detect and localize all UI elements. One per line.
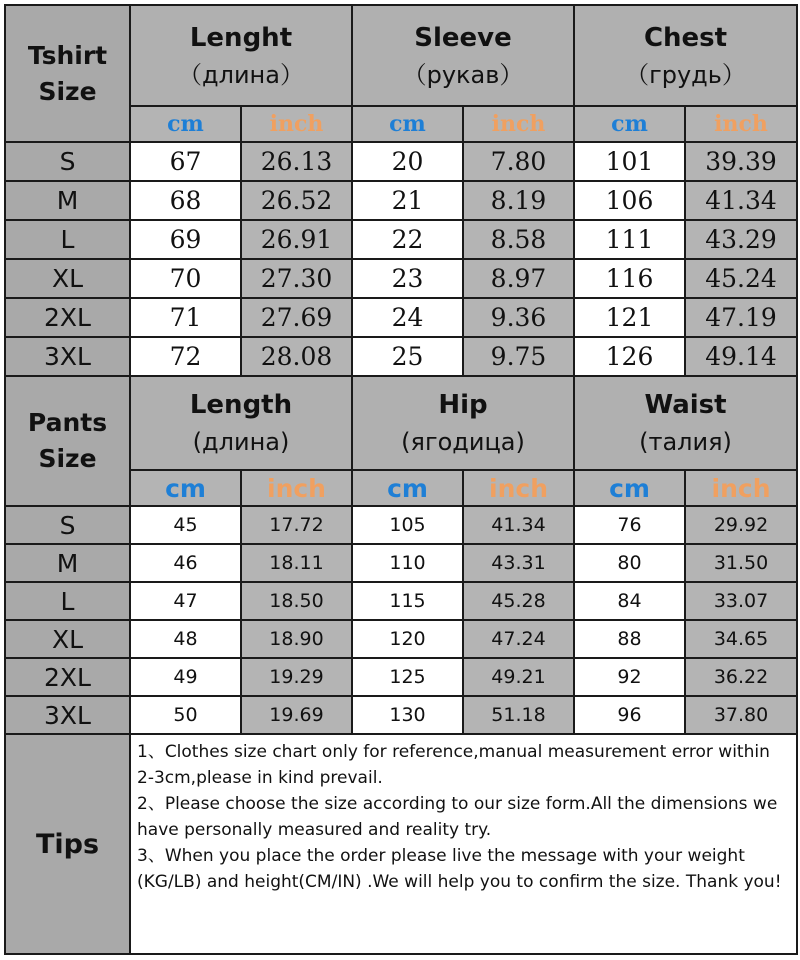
value-cell: 25 (352, 337, 463, 376)
value-cell: 70 (130, 259, 241, 298)
value-cell: 51.18 (463, 696, 574, 734)
tshirt-size-label: Tshirt Size (5, 5, 130, 142)
size-label: 3XL (5, 337, 130, 376)
value-cell: 23 (352, 259, 463, 298)
value-cell: 120 (352, 620, 463, 658)
value-cell: 41.34 (685, 181, 797, 220)
size-label: L (5, 582, 130, 620)
unit-inch-label: inch (685, 106, 797, 142)
tshirt-row (5, 298, 797, 337)
value-cell: 126 (574, 337, 685, 376)
tshirt-row (5, 142, 797, 181)
tshirt-row (5, 337, 797, 376)
value-cell: 9.75 (463, 337, 574, 376)
size-label: S (5, 506, 130, 544)
tshirt-chest-header: Chest （грудь） (574, 5, 797, 106)
value-cell: 9.36 (463, 298, 574, 337)
value-cell: 24 (352, 298, 463, 337)
value-cell: 72 (130, 337, 241, 376)
value-cell: 45 (130, 506, 241, 544)
value-cell: 49.14 (685, 337, 797, 376)
value-cell: 115 (352, 582, 463, 620)
tshirt-row (5, 181, 797, 220)
value-cell: 47.24 (463, 620, 574, 658)
value-cell: 39.39 (685, 142, 797, 181)
tshirt-row (5, 259, 797, 298)
value-cell: 43.31 (463, 544, 574, 582)
value-cell: 26.52 (241, 181, 352, 220)
unit-cm-label: cm (130, 106, 241, 142)
tshirt-length-header: Lenght （длина） (130, 5, 352, 106)
value-cell: 20 (352, 142, 463, 181)
size-label: 3XL (5, 696, 130, 734)
value-cell: 48 (130, 620, 241, 658)
value-cell: 121 (574, 298, 685, 337)
value-cell: 88 (574, 620, 685, 658)
value-cell: 69 (130, 220, 241, 259)
value-cell: 19.69 (241, 696, 352, 734)
value-cell: 80 (574, 544, 685, 582)
value-cell: 27.30 (241, 259, 352, 298)
pants-length-header: Length (длина) (130, 376, 352, 470)
value-cell: 49.21 (463, 658, 574, 696)
unit-inch-label: inch (685, 470, 797, 506)
value-cell: 31.50 (685, 544, 797, 582)
pants-row (5, 620, 797, 658)
size-label: M (5, 544, 130, 582)
pants-row (5, 696, 797, 734)
value-cell: 125 (352, 658, 463, 696)
value-cell: 33.07 (685, 582, 797, 620)
value-cell: 37.80 (685, 696, 797, 734)
value-cell: 7.80 (463, 142, 574, 181)
unit-inch-label: inch (463, 106, 574, 142)
size-label: 2XL (5, 298, 130, 337)
value-cell: 36.22 (685, 658, 797, 696)
value-cell: 47 (130, 582, 241, 620)
pants-row (5, 582, 797, 620)
value-cell: 18.50 (241, 582, 352, 620)
size-label: M (5, 181, 130, 220)
value-cell: 27.69 (241, 298, 352, 337)
pants-row (5, 544, 797, 582)
value-cell: 50 (130, 696, 241, 734)
value-cell: 105 (352, 506, 463, 544)
value-cell: 46 (130, 544, 241, 582)
value-cell: 29.92 (685, 506, 797, 544)
value-cell: 18.11 (241, 544, 352, 582)
value-cell: 17.72 (241, 506, 352, 544)
unit-inch-label: inch (241, 470, 352, 506)
tip-line: 3、When you place the order please live the message with your weight (KG/LB) and height(CM/IN) .We will help you to confirm the size. Thank you! (137, 846, 782, 892)
value-cell: 34.65 (685, 620, 797, 658)
value-cell: 22 (352, 220, 463, 259)
value-cell: 8.19 (463, 181, 574, 220)
tshirt-sleeve-header: Sleeve （рукав） (352, 5, 574, 106)
value-cell: 106 (574, 181, 685, 220)
value-cell: 18.90 (241, 620, 352, 658)
size-label: XL (5, 620, 130, 658)
value-cell: 26.91 (241, 220, 352, 259)
value-cell: 67 (130, 142, 241, 181)
pants-row (5, 506, 797, 544)
value-cell: 21 (352, 181, 463, 220)
value-cell: 45.24 (685, 259, 797, 298)
tips-row (5, 734, 797, 954)
size-chart-table (4, 4, 798, 955)
tips-label: Tips (5, 734, 130, 954)
size-label: XL (5, 259, 130, 298)
pants-row (5, 658, 797, 696)
value-cell: 41.34 (463, 506, 574, 544)
pants-size-label: Pants Size (5, 376, 130, 506)
value-cell: 28.08 (241, 337, 352, 376)
unit-cm-label: cm (352, 470, 463, 506)
value-cell: 92 (574, 658, 685, 696)
value-cell: 45.28 (463, 582, 574, 620)
unit-cm-label: cm (352, 106, 463, 142)
size-label: S (5, 142, 130, 181)
unit-inch-label: inch (463, 470, 574, 506)
value-cell: 68 (130, 181, 241, 220)
value-cell: 8.97 (463, 259, 574, 298)
value-cell: 26.13 (241, 142, 352, 181)
value-cell: 130 (352, 696, 463, 734)
unit-cm-label: cm (574, 106, 685, 142)
value-cell: 111 (574, 220, 685, 259)
value-cell: 43.29 (685, 220, 797, 259)
size-label: 2XL (5, 658, 130, 696)
unit-cm-label: cm (130, 470, 241, 506)
tips-text (130, 734, 797, 954)
unit-inch-label: inch (241, 106, 352, 142)
value-cell: 19.29 (241, 658, 352, 696)
tip-line: 1、Clothes size chart only for reference,manual measurement error within 2-3cm,please in kind prevail. (137, 742, 770, 788)
value-cell: 96 (574, 696, 685, 734)
pants-hip-header: Hip (ягодица) (352, 376, 574, 470)
value-cell: 8.58 (463, 220, 574, 259)
tip-line: 2、Please choose the size according to our size form.All the dimensions we have personally measured and reality try. (137, 794, 778, 840)
pants-waist-header: Waist (талия) (574, 376, 797, 470)
value-cell: 71 (130, 298, 241, 337)
value-cell: 101 (574, 142, 685, 181)
value-cell: 76 (574, 506, 685, 544)
value-cell: 49 (130, 658, 241, 696)
size-label: L (5, 220, 130, 259)
value-cell: 47.19 (685, 298, 797, 337)
unit-cm-label: cm (574, 470, 685, 506)
value-cell: 116 (574, 259, 685, 298)
value-cell: 84 (574, 582, 685, 620)
tshirt-row (5, 220, 797, 259)
value-cell: 110 (352, 544, 463, 582)
